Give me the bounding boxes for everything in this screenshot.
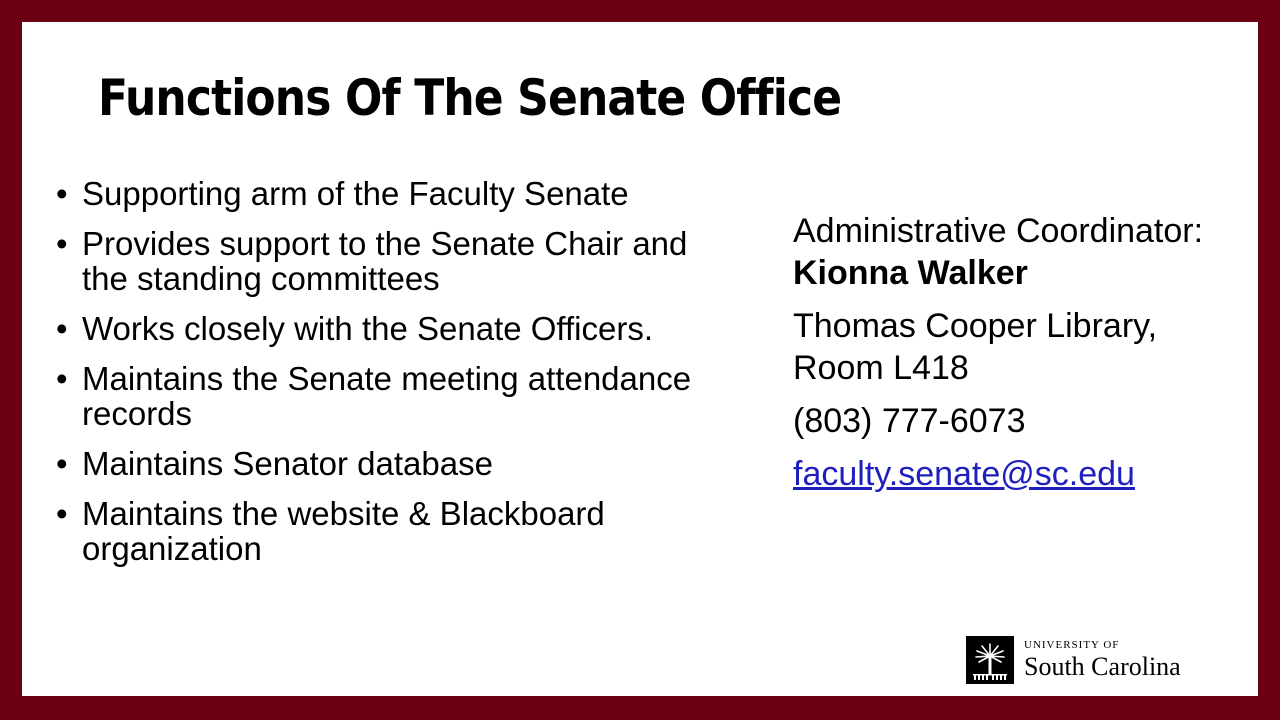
bullet-dot-icon: • bbox=[56, 175, 68, 212]
contact-role-and-name bbox=[793, 210, 1253, 294]
contact-location-line1: Thomas Cooper Library, bbox=[793, 307, 1158, 345]
palmetto-tree-icon bbox=[966, 636, 1014, 684]
contact-email-link[interactable]: faculty.senate@sc.edu bbox=[793, 455, 1135, 493]
bullet-item bbox=[56, 311, 706, 346]
contact-location-line2: Room L418 bbox=[793, 349, 969, 387]
bullet-dot-icon: • bbox=[56, 310, 68, 347]
contact-block bbox=[793, 210, 1253, 506]
bullet-item bbox=[56, 361, 706, 431]
bullet-dot-icon: • bbox=[56, 360, 68, 397]
contact-email-line bbox=[793, 453, 1253, 495]
logo-large-text: South Carolina bbox=[1024, 652, 1181, 681]
bullet-text: Works closely with the Senate Officers. bbox=[82, 310, 654, 347]
contact-location bbox=[793, 305, 1253, 389]
bullet-item bbox=[56, 446, 706, 481]
bullet-list bbox=[56, 176, 706, 581]
university-wordmark bbox=[1024, 640, 1181, 680]
bullet-text: Provides support to the Senate Chair and the standing committees bbox=[82, 225, 688, 297]
bullet-item bbox=[56, 226, 706, 296]
slide bbox=[22, 22, 1258, 696]
bullet-dot-icon: • bbox=[56, 445, 68, 482]
bullet-dot-icon: • bbox=[56, 495, 68, 532]
contact-name: Kionna Walker bbox=[793, 254, 1028, 292]
contact-role: Administrative Coordinator: bbox=[793, 212, 1204, 250]
bullet-item bbox=[56, 496, 706, 566]
slide-title: Functions Of The Senate Office bbox=[98, 69, 842, 127]
bullet-text: Maintains the website & Blackboard organization bbox=[82, 495, 605, 567]
bullet-text: Supporting arm of the Faculty Senate bbox=[82, 175, 629, 212]
contact-phone: (803) 777-6073 bbox=[793, 402, 1026, 440]
logo-small-text: UNIVERSITY OF bbox=[1024, 639, 1120, 651]
bullet-item bbox=[56, 176, 706, 211]
university-logo bbox=[966, 636, 1181, 684]
bullet-text: Maintains Senator database bbox=[82, 445, 493, 482]
bullet-text: Maintains the Senate meeting attendance records bbox=[82, 360, 692, 432]
bullet-dot-icon: • bbox=[56, 225, 68, 262]
